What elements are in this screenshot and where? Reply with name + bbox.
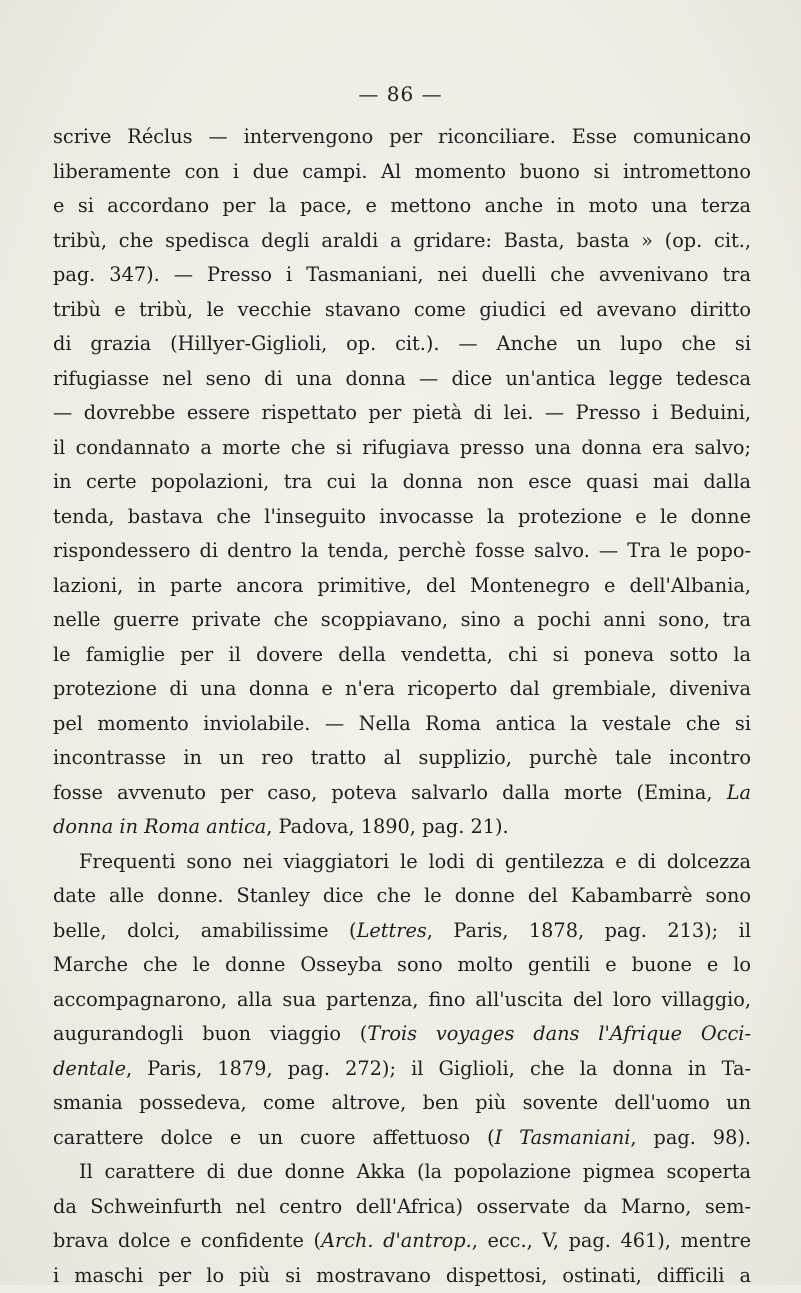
text-run: brava dolce e confidente ( xyxy=(53,1229,321,1252)
text-line xyxy=(53,845,751,880)
italic-run: Arch. d'antrop. xyxy=(321,1229,472,1252)
text-run: — dovrebbe essere rispettato per pietà di lei. — Presso i Beduini, xyxy=(53,401,751,424)
text-run: tribù, che spedisca degli araldi a gridare: Basta, basta » (op. cit., xyxy=(53,229,751,252)
italic-run: donna in Roma antica xyxy=(53,815,266,838)
text-line xyxy=(53,534,751,569)
text-run: date alle donne. Stanley dice che le donne del Kabambarrè sono xyxy=(53,884,751,907)
text-line xyxy=(53,983,751,1018)
text-line xyxy=(53,638,751,673)
text-line xyxy=(53,810,751,845)
text-run: Il carattere di due donne Akka (la popolazione pigmea scoperta xyxy=(79,1160,751,1183)
text-run: pag. 347). — Presso i Tasmaniani, nei duelli che avvenivano tra xyxy=(53,263,751,286)
text-line xyxy=(53,1121,751,1156)
text-run: , pag. 98). xyxy=(630,1126,751,1149)
text-line xyxy=(53,569,751,604)
text-run: incontrasse in un reo tratto al supplizio, purchè tale incontro xyxy=(53,746,751,769)
text-run: in certe popolazioni, tra cui la donna non esce quasi mai dalla xyxy=(53,470,751,493)
text-run: tribù e tribù, le vecchie stavano come giudici ed avevano diritto xyxy=(53,298,751,321)
text-run: le famiglie per il dovere della vendetta, chi si poneva sotto la xyxy=(53,643,751,666)
text-line xyxy=(53,1155,751,1190)
text-run: protezione di una donna e n'era ricoperto dal grembiale, diveniva xyxy=(53,677,751,700)
italic-run: I Tasmaniani xyxy=(495,1126,631,1149)
text-line xyxy=(53,776,751,811)
text-run: e si accordano per la pace, e mettono anche in moto una terza xyxy=(53,194,751,217)
text-line xyxy=(53,293,751,328)
text-line xyxy=(53,224,751,259)
text-run: smania possedeva, come altrove, ben più sovente dell'uomo un xyxy=(53,1091,751,1114)
text-run: Marche che le donne Osseyba sono molto gentili e buone e lo xyxy=(53,953,751,976)
text-run: Frequenti sono nei viaggiatori le lodi di gentilezza e di dolcezza xyxy=(79,850,751,873)
text-line xyxy=(53,465,751,500)
text-run: , Paris, 1879, pag. 272); il Giglioli, che la donna in Ta- xyxy=(126,1057,751,1080)
text-line xyxy=(53,948,751,983)
text-line xyxy=(53,741,751,776)
text-line xyxy=(53,707,751,742)
text-line xyxy=(53,396,751,431)
text-line xyxy=(53,431,751,466)
text-line xyxy=(53,500,751,535)
text-line xyxy=(53,155,751,190)
text-run: , Paris, 1878, pag. 213); il xyxy=(427,919,751,942)
text-run: i maschi per lo più si mostravano dispettosi, ostinati, difficili a xyxy=(53,1264,751,1287)
text-run: fosse avvenuto per caso, poteva salvarlo dalla morte (Emina, xyxy=(53,781,727,804)
text-run: scrive Réclus — intervengono per riconciliare. Esse comunicano xyxy=(53,125,751,148)
text-run: augurandogli buon viaggio ( xyxy=(53,1022,367,1045)
page-number: — 86 — xyxy=(0,82,801,106)
text-line xyxy=(53,189,751,224)
text-line xyxy=(53,1190,751,1225)
text-run: liberamente con i due campi. Al momento buono si intromettono xyxy=(53,160,751,183)
text-run: tenda, bastava che l'inseguito invocasse la protezione e le donne xyxy=(53,505,751,528)
text-line xyxy=(53,120,751,155)
body-text xyxy=(53,120,751,1293)
text-run: da Schweinfurth nel centro dell'Africa) osservate da Marno, sem- xyxy=(53,1195,751,1218)
text-line xyxy=(53,1052,751,1087)
text-run: belle, dolci, amabilissime ( xyxy=(53,919,357,942)
text-run: , Padova, 1890, pag. 21). xyxy=(266,815,508,838)
text-line xyxy=(53,1259,751,1293)
text-run: di grazia (Hillyer-Giglioli, op. cit.). — Anche un lupo che si xyxy=(53,332,751,355)
text-run: lazioni, in parte ancora primitive, del Montenegro e dell'Albania, xyxy=(53,574,751,597)
text-run: pel momento inviolabile. — Nella Roma antica la vestale che si xyxy=(53,712,751,735)
text-run: nelle guerre private che scoppiavano, sino a pochi anni sono, tra xyxy=(53,608,751,631)
text-run: , ecc., V, pag. 461), mentre xyxy=(472,1229,751,1252)
italic-run: La xyxy=(727,781,751,804)
text-line xyxy=(53,362,751,397)
text-line xyxy=(53,914,751,949)
text-run: carattere dolce e un cuore affettuoso ( xyxy=(53,1126,495,1149)
text-run: rifugiasse nel seno di una donna — dice un'antica legge tedesca xyxy=(53,367,751,390)
text-line xyxy=(53,1017,751,1052)
italic-run: Lettres xyxy=(357,919,427,942)
text-line xyxy=(53,1224,751,1259)
text-line xyxy=(53,879,751,914)
text-run: il condannato a morte che si rifugiava presso una donna era salvo; xyxy=(53,436,751,459)
text-line xyxy=(53,672,751,707)
italic-run: Trois voyages dans l'Afrique Occi- xyxy=(367,1022,751,1045)
text-run: accompagnarono, alla sua partenza, fino all'uscita del loro villaggio, xyxy=(53,988,751,1011)
italic-run: dentale xyxy=(53,1057,126,1080)
text-run: rispondessero di dentro la tenda, perchè fosse salvo. — Tra le popo- xyxy=(53,539,751,562)
text-line xyxy=(53,327,751,362)
text-line xyxy=(53,258,751,293)
text-line xyxy=(53,1086,751,1121)
text-line xyxy=(53,603,751,638)
